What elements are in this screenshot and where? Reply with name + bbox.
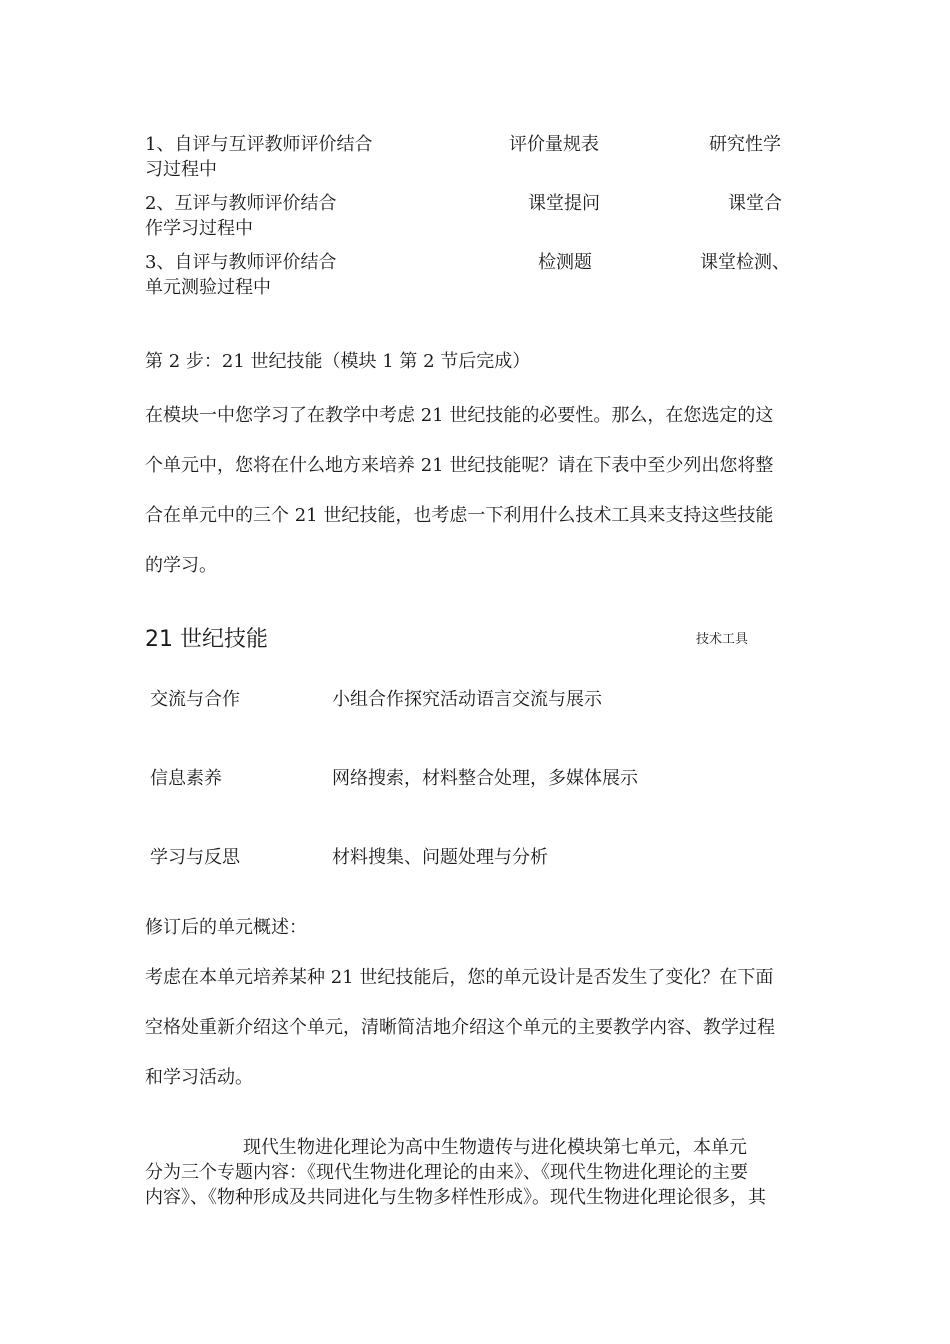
skills-header-tool: 技术工具 [696,632,749,647]
step2-intro-line-2: 个单元中，您将在什么地方来培养 21 世纪技能呢？请在下表中至少列出您将整 [145,455,774,476]
eval-method-3: 3、自评与教师评价结合 [145,252,337,273]
step2-intro-line-3: 合在单元中的三个 21 世纪技能，也考虑一下利用什么技术工具来支持这些技能 [145,505,774,526]
skill-tool-2: 网络搜索，材料整合处理，多媒体展示 [332,768,638,789]
eval-context-2a: 课堂合 [728,193,782,214]
step2-intro [145,403,815,603]
step2-intro-line-1: 在模块一中您学习了在教学中考虑 21 世纪技能的必要性。那么，在您选定的这 [145,405,774,426]
revised-intro-line-3: 和学习活动。 [145,1067,253,1088]
eval-context-1b: 习过程中 [145,159,217,180]
revised-body-line-2: 分为三个专题内容：《现代生物进化理论的由来》、《现代生物进化理论的主要 [145,1162,748,1183]
eval-tool-2: 课堂提问 [528,193,600,214]
revised-body-line-1: 现代生物进化理论为高中生物遗传与进化模块第七单元，本单元 [243,1137,747,1158]
revised-intro [145,965,815,1115]
eval-tool-1: 评价量规表 [509,134,599,155]
skill-name-1: 交流与合作 [150,689,240,710]
step2-intro-line-4: 的学习。 [145,555,217,576]
skill-tool-1: 小组合作探究活动语言交流与展示 [332,689,602,710]
revised-body-line-3: 内容》、《物种形成及共同进化与生物多样性形成》。现代生物进化理论很多，其 [145,1187,766,1208]
skill-name-2: 信息素养 [150,768,222,789]
eval-context-1a: 研究性学 [709,134,781,155]
skills-header-skill: 21 世纪技能 [145,627,268,652]
eval-context-2b: 作学习过程中 [145,218,253,239]
revised-intro-line-1: 考虑在本单元培养某种 21 世纪技能后，您的单元设计是否发生了变化？在下面 [145,967,774,988]
eval-context-3b: 单元测验过程中 [145,277,271,298]
skill-tool-3: 材料搜集、问题处理与分析 [332,847,548,868]
revised-intro-line-2: 空格处重新介绍这个单元，清晰简洁地介绍这个单元的主要教学内容、教学过程 [145,1017,775,1038]
eval-method-1: 1、自评与互评教师评价结合 [145,134,373,155]
skill-name-3: 学习与反思 [150,847,240,868]
eval-tool-3: 检测题 [538,252,592,273]
eval-context-3a: 课堂检测、 [700,252,790,273]
eval-method-2: 2、互评与教师评价结合 [145,193,337,214]
revised-title: 修订后的单元概述： [145,917,307,938]
step2-heading: 第 2 步：21 世纪技能（模块 1 第 2 节后完成） [145,351,531,372]
